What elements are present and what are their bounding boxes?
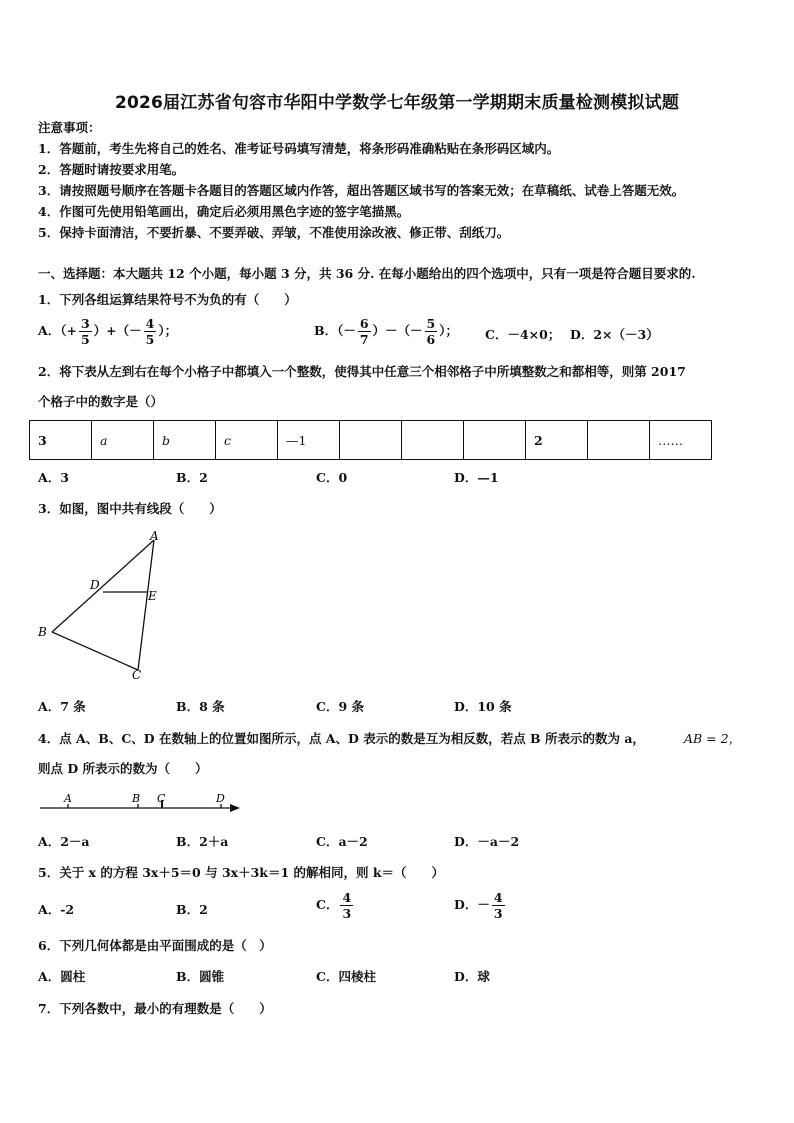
option-text: C．: [316, 897, 339, 912]
question-4-stem-formula: AB = 2，: [684, 731, 742, 746]
question-3-option-d: D．10 条: [454, 699, 512, 714]
question-5-option-b: B．2: [176, 902, 208, 917]
question-2-stem: 2．将下表从左到右在每个小格子中都填入一个整数，使得其中任意三个相邻格子中所填整数之和都相等，则第 2017: [38, 364, 686, 379]
axis-label-d: D: [216, 792, 225, 805]
question-6-option-d: D．球: [454, 969, 490, 984]
question-5-option-c: [316, 890, 355, 921]
option-text: ）；: [158, 323, 178, 338]
axis-label-b: B: [132, 792, 141, 805]
numerator: 3: [80, 316, 90, 331]
numerator: 4: [493, 890, 503, 905]
section-heading: 一、选择题：本大题共 12 个小题，每小题 3 分，共 36 分. 在每小题给出的四个选项中，只有一项是符合题目要求的.: [38, 266, 696, 281]
denominator: 5: [80, 332, 90, 347]
numerator: 6: [359, 316, 369, 331]
notice-item: 2．答题时请按要求用笔。: [38, 162, 185, 177]
option-text: ）；: [439, 323, 459, 338]
question-7-stem: 7．下列各数中，最小的有理数是（ ）: [38, 1001, 272, 1016]
question-1-option-a: [38, 316, 177, 347]
question-4-option-b: B．2＋a: [176, 834, 229, 849]
denominator: 5: [145, 332, 155, 347]
question-2-stem-cont: 个格子中的数字是（）: [38, 394, 164, 409]
number-line-arrow: [230, 804, 240, 812]
number-grid: [29, 420, 712, 460]
notice-item: 1．答题前，考生先将自己的姓名、准考证号码填写清楚，将条形码准确粘贴在条形码区域内。: [38, 141, 560, 156]
page-title: 2026届江苏省句容市华阳中学数学七年级第一学期期末质量检测模拟试题: [114, 93, 680, 113]
question-3-stem: 3．如图，图中共有线段（ ）: [38, 501, 222, 516]
question-4-option-a: A．2－a: [38, 834, 90, 849]
grid-cell: ……: [650, 421, 712, 460]
question-3-option-b: B．8 条: [176, 699, 225, 714]
numerator: 5: [426, 316, 436, 331]
grid-cell: a: [92, 421, 154, 460]
question-2-option-d: D．—1: [454, 470, 499, 485]
question-3-option-c: C．9 条: [316, 699, 364, 714]
point-label-c: C: [132, 668, 142, 682]
grid-cell: [464, 421, 526, 460]
question-4-option-d: D．－a－2: [454, 834, 520, 849]
question-6-option-b: B．圆锥: [176, 969, 225, 984]
segment-ac: [138, 540, 154, 670]
question-1-option-c: C．－4×0；: [485, 327, 561, 342]
point-label-d: D: [90, 578, 100, 592]
grid-cell: —1: [278, 421, 340, 460]
fraction: [425, 316, 438, 347]
denominator: 6: [426, 332, 436, 347]
grid-cell: b: [154, 421, 216, 460]
question-5-stem: 5．关于 x 的方程 3x＋5＝0 与 3x＋3k＝1 的解相同，则 k＝（ ）: [38, 865, 445, 880]
question-1-stem: 1．下列各组运算结果符号不为负的有（ ）: [38, 292, 297, 307]
question-4-stem-cont: 则点 D 所表示的数为（ ）: [38, 761, 208, 776]
question-2-option-b: B．2: [176, 470, 208, 485]
denominator: 3: [342, 906, 352, 921]
question-5-option-a: A．-2: [38, 902, 75, 917]
denominator: 7: [359, 332, 369, 347]
notice-item: 5．保持卡面清洁，不要折暴、不要弄破、弄皱，不准使用涂改液、修正带、刮纸刀。: [38, 225, 510, 240]
fraction: [144, 316, 157, 347]
question-4-stem: 4．点 A、B、C、D 在数轴上的位置如图所示，点 A、D 表示的数是互为相反数，若点 B 所表示的数为 a，: [38, 731, 645, 746]
grid-cell: 2: [526, 421, 588, 460]
grid-cell: [402, 421, 464, 460]
option-text: ）+（－: [93, 323, 142, 338]
question-5-option-d: [454, 890, 507, 921]
notice-heading: 注意事项：: [38, 120, 101, 135]
question-2-option-a: A．3: [38, 470, 69, 485]
question-1-option-d: D．2×（－3）: [570, 327, 659, 342]
fraction: [340, 890, 353, 921]
question-6-option-a: A．圆柱: [38, 969, 86, 984]
point-label-e: E: [148, 589, 157, 603]
option-text: A．（+: [38, 323, 77, 338]
fraction: [492, 890, 505, 921]
grid-cell: [588, 421, 650, 460]
axis-label-a: A: [64, 792, 72, 805]
grid-cell: [340, 421, 402, 460]
question-1-option-b: [314, 316, 458, 347]
fraction: [79, 316, 92, 347]
option-text: ）－（－: [372, 323, 423, 338]
question-6-option-c: C．四棱柱: [316, 969, 376, 984]
denominator: 3: [493, 906, 503, 921]
question-4-option-c: C．a－2: [316, 834, 368, 849]
grid-cell: c: [216, 421, 278, 460]
notice-item: 4．作图可先使用铅笔画出，确定后必须用黑色字迹的签字笔描黑。: [38, 204, 410, 219]
question-2-option-c: C．0: [316, 470, 348, 485]
axis-label-c: C: [157, 792, 166, 805]
question-3-option-a: A．7 条: [38, 699, 86, 714]
triangle-figure: [30, 528, 170, 686]
notice-item: 3．请按照题号顺序在答题卡各题目的答题区域内作答，超出答题区域书写的答案无效；在草稿纸、试卷上答题无效。: [38, 183, 685, 198]
segment-bc: [52, 632, 138, 670]
segment-ab: [52, 540, 154, 632]
option-text: D．－: [454, 897, 490, 912]
numerator: 4: [145, 316, 155, 331]
number-line: [36, 790, 248, 818]
option-text: B．（－: [314, 323, 356, 338]
point-label-b: B: [38, 625, 47, 639]
point-label-a: A: [150, 529, 159, 543]
question-6-stem: 6．下列几何体都是由平面围成的是（ ）: [38, 938, 272, 953]
numerator: 4: [342, 890, 352, 905]
grid-cell: 3: [30, 421, 92, 460]
fraction: [358, 316, 371, 347]
